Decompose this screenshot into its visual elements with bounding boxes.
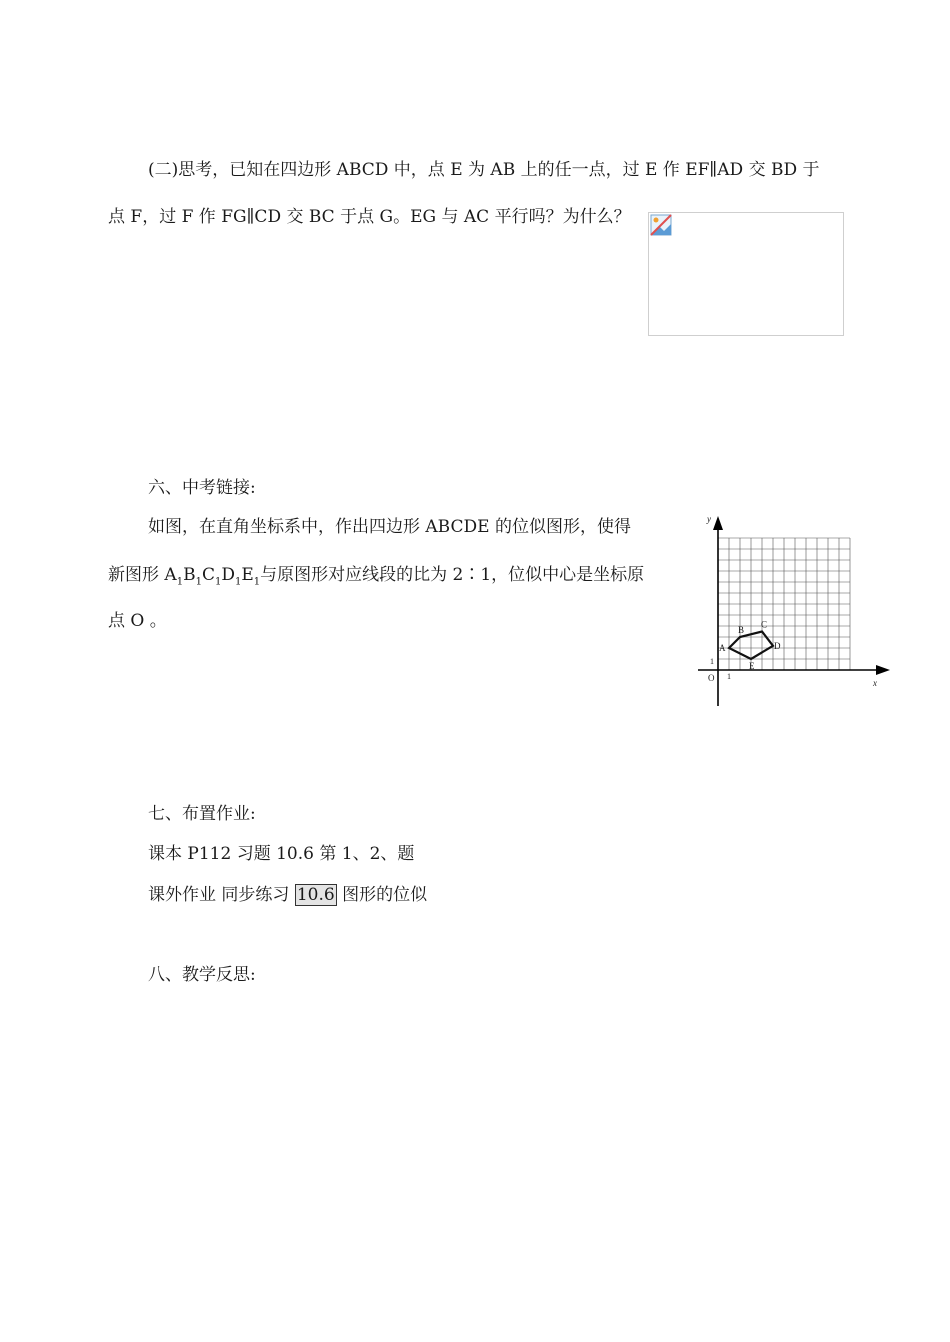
y-axis-label: y xyxy=(707,514,711,524)
homework-boxed-number: 10.6 xyxy=(296,885,335,905)
origin-label: O xyxy=(708,673,715,683)
vertex-label: C xyxy=(761,619,768,630)
section-seven-heading: 七、布置作业: xyxy=(148,804,256,824)
line2-suffix: 与原图形对应线段的比为 2∶1，位似中心是坐标原 xyxy=(260,565,645,585)
new-figure-name xyxy=(164,565,261,588)
vertex-letter: C xyxy=(201,565,215,585)
section-six-line-1: 如图，在直角坐标系中，作出四边形 ABCDE 的位似图形，使得 xyxy=(148,517,631,537)
section-six-line-3: 点 O 。 xyxy=(108,611,167,631)
section-seven-line-1: 课本 P112 习题 10.6 第 1、2、题 xyxy=(148,844,415,864)
vertex-subscript: 1 xyxy=(195,576,202,588)
x-tick-label: 1 xyxy=(727,672,731,681)
image-placeholder xyxy=(648,212,844,336)
vertex-letter: E xyxy=(241,565,254,585)
homework-prefix: 课外作业 同步练习 xyxy=(148,885,295,905)
homework-suffix: 图形的位似 xyxy=(336,885,428,905)
vertex-subscript: 1 xyxy=(176,576,184,588)
vertex-subscript: 1 xyxy=(234,576,242,588)
y-axis-arrow xyxy=(713,516,723,530)
broken-image-icon xyxy=(650,214,672,236)
vertex-label: B xyxy=(738,625,745,635)
section-seven-line-2 xyxy=(148,884,427,906)
vertex-label: E xyxy=(749,661,755,671)
vertex-letter: A xyxy=(164,565,177,585)
vertex-label: A xyxy=(719,643,726,653)
section-two-line-2: 点 F，过 F 作 FG∥CD 交 BC 于点 G。EG 与 AC 平行吗？为什么？ xyxy=(108,207,631,227)
y-tick-label: 1 xyxy=(710,657,714,666)
vertex-letter: D xyxy=(221,565,235,585)
section-six-heading: 六、中考链接: xyxy=(148,478,256,498)
vertex-subscript: 1 xyxy=(253,576,261,588)
section-six-line-2 xyxy=(108,564,644,593)
x-axis-arrow xyxy=(876,665,890,675)
section-two-line-1: (二)思考，已知在四边形 ABCD 中，点 E 为 AB 上的任一点，过 E 作 EF∥AD 交 BD 于 xyxy=(148,160,820,180)
line2-prefix: 新图形 xyxy=(108,565,165,585)
vertex-label: D xyxy=(774,640,781,651)
coordinate-figure xyxy=(690,510,900,715)
section-eight-heading: 八、教学反思: xyxy=(148,965,256,985)
vertex-subscript: 1 xyxy=(214,576,222,588)
vertex-letter: B xyxy=(183,565,196,585)
x-axis-label: x xyxy=(873,678,877,688)
